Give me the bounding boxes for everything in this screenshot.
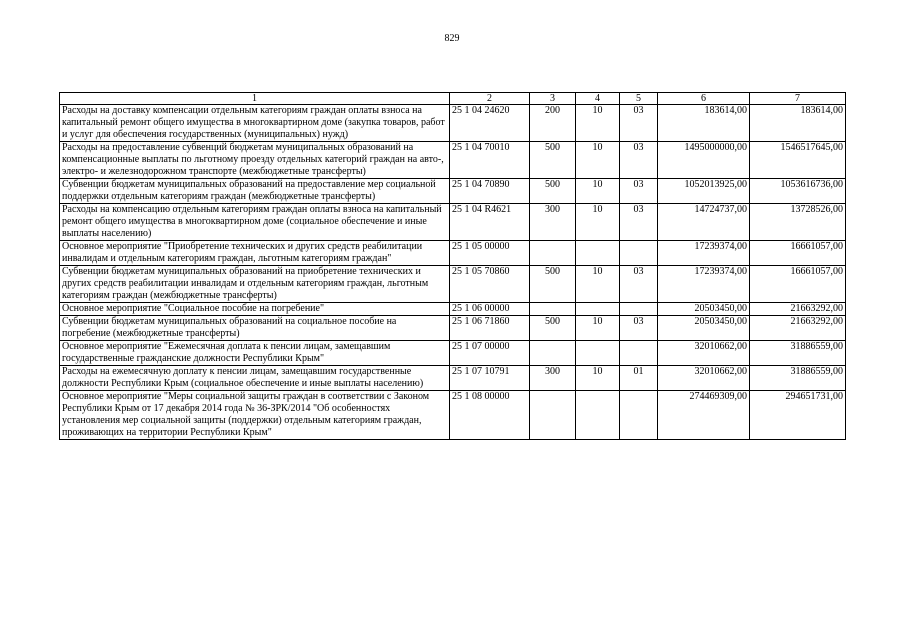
amount-year-1: 17239374,00: [658, 266, 750, 303]
expense-type-code: [530, 341, 576, 366]
row-description: Субвенции бюджетам муниципальных образований на приобретение технических и других средств реабилитации инвалидам и отдельным категориям граждан, льготным категориям граждан (межбюджетные трансферты): [60, 266, 450, 303]
amount-year-1: 20503450,00: [658, 316, 750, 341]
target-article-code: 25 1 07 10791: [450, 366, 530, 391]
subsection-code: [620, 303, 658, 316]
expense-type-code: 500: [530, 179, 576, 204]
amount-year-2: 21663292,00: [750, 303, 846, 316]
subsection-code: 03: [620, 204, 658, 241]
amount-year-1: 274469309,00: [658, 391, 750, 440]
target-article-code: 25 1 04 70010: [450, 142, 530, 179]
subsection-code: 03: [620, 105, 658, 142]
amount-year-1: 32010662,00: [658, 366, 750, 391]
row-description: Основное мероприятие "Социальное пособие на погребение": [60, 303, 450, 316]
table-row: [60, 105, 846, 142]
target-article-code: 25 1 04 24620: [450, 105, 530, 142]
section-code: 10: [576, 142, 620, 179]
expense-type-code: [530, 391, 576, 440]
page-number: 829: [444, 33, 460, 44]
table-row: [60, 341, 846, 366]
amount-year-2: 1053616736,00: [750, 179, 846, 204]
budget-table: [59, 92, 846, 440]
amount-year-2: 16661057,00: [750, 241, 846, 266]
column-header-row: [60, 93, 846, 105]
table-row: [60, 179, 846, 204]
expense-type-code: 300: [530, 366, 576, 391]
column-header: 2: [450, 93, 530, 105]
amount-year-1: 1495000000,00: [658, 142, 750, 179]
section-code: [576, 341, 620, 366]
column-header: 1: [60, 93, 450, 105]
amount-year-2: 13728526,00: [750, 204, 846, 241]
table-row: [60, 316, 846, 341]
amount-year-2: 183614,00: [750, 105, 846, 142]
target-article-code: 25 1 06 71860: [450, 316, 530, 341]
table-row: [60, 142, 846, 179]
section-code: 10: [576, 316, 620, 341]
table-row: [60, 241, 846, 266]
row-description: Основное мероприятие "Ежемесячная доплата к пенсии лицам, замещавшим государственные гражданские должности Республики Крым": [60, 341, 450, 366]
row-description: Основное мероприятие "Приобретение технических и других средств реабилитации инвалидам и отдельным категориям граждан, льготным категориям граждан": [60, 241, 450, 266]
column-header: 7: [750, 93, 846, 105]
subsection-code: [620, 241, 658, 266]
expense-type-code: [530, 241, 576, 266]
table-row: [60, 366, 846, 391]
expense-type-code: 300: [530, 204, 576, 241]
subsection-code: 01: [620, 366, 658, 391]
amount-year-1: 14724737,00: [658, 204, 750, 241]
section-code: 10: [576, 179, 620, 204]
column-header: 3: [530, 93, 576, 105]
section-code: 10: [576, 204, 620, 241]
section-code: [576, 391, 620, 440]
row-description: Субвенции бюджетам муниципальных образований на социальное пособие на погребение (межбюджетные трансферты): [60, 316, 450, 341]
subsection-code: 03: [620, 266, 658, 303]
subsection-code: [620, 391, 658, 440]
subsection-code: 03: [620, 316, 658, 341]
row-description: Основное мероприятие "Меры социальной защиты граждан в соответствии с Законом Республики Крым от 17 декабря 2014 года № 36-ЗРК/2014 "Об особенностях установления мер социальной защиты (поддержки) отдельным категориям граждан, проживающих на территории Республики Крым": [60, 391, 450, 440]
subsection-code: 03: [620, 142, 658, 179]
amount-year-2: 31886559,00: [750, 366, 846, 391]
section-code: [576, 303, 620, 316]
expense-type-code: 500: [530, 142, 576, 179]
amount-year-1: 1052013925,00: [658, 179, 750, 204]
column-header: 5: [620, 93, 658, 105]
table-row: [60, 303, 846, 316]
target-article-code: 25 1 04 70890: [450, 179, 530, 204]
amount-year-1: 183614,00: [658, 105, 750, 142]
expense-type-code: [530, 303, 576, 316]
expense-type-code: 500: [530, 266, 576, 303]
amount-year-2: 21663292,00: [750, 316, 846, 341]
target-article-code: 25 1 04 R4621: [450, 204, 530, 241]
amount-year-2: 16661057,00: [750, 266, 846, 303]
amount-year-2: 1546517645,00: [750, 142, 846, 179]
target-article-code: 25 1 05 00000: [450, 241, 530, 266]
amount-year-2: 31886559,00: [750, 341, 846, 366]
column-header: 6: [658, 93, 750, 105]
table-row: [60, 204, 846, 241]
target-article-code: 25 1 05 70860: [450, 266, 530, 303]
target-article-code: 25 1 06 00000: [450, 303, 530, 316]
amount-year-1: 20503450,00: [658, 303, 750, 316]
row-description: Субвенции бюджетам муниципальных образований на предоставление мер социальной поддержки отдельным категориям граждан (межбюджетные трансферты): [60, 179, 450, 204]
expense-type-code: 200: [530, 105, 576, 142]
expense-type-code: 500: [530, 316, 576, 341]
subsection-code: 03: [620, 179, 658, 204]
table-row: [60, 391, 846, 440]
row-description: Расходы на ежемесячную доплату к пенсии лицам, замещавшим государственные должности Республики Крым (социальное обеспечение и иные выплаты населению): [60, 366, 450, 391]
amount-year-2: 294651731,00: [750, 391, 846, 440]
amount-year-1: 17239374,00: [658, 241, 750, 266]
row-description: Расходы на доставку компенсации отдельным категориям граждан оплаты взноса на капитальный ремонт общего имущества в многоквартирном доме (закупка товаров, работ и услуг для обеспечения государственных (муниципальных) нужд): [60, 105, 450, 142]
subsection-code: [620, 341, 658, 366]
section-code: 10: [576, 266, 620, 303]
section-code: 10: [576, 105, 620, 142]
target-article-code: 25 1 07 00000: [450, 341, 530, 366]
target-article-code: 25 1 08 00000: [450, 391, 530, 440]
column-header: 4: [576, 93, 620, 105]
row-description: Расходы на компенсацию отдельным категориям граждан оплаты взноса на капитальный ремонт общего имущества в многоквартирном доме (социальное обеспечение и иные выплаты населению): [60, 204, 450, 241]
table-row: [60, 266, 846, 303]
section-code: 10: [576, 366, 620, 391]
row-description: Расходы на предоставление субвенций бюджетам муниципальных образований на компенсационные выплаты по льготному проезду отдельных категорий граждан на авто-, электро- и железнодорожном транспорте (межбюджетные трансферты): [60, 142, 450, 179]
amount-year-1: 32010662,00: [658, 341, 750, 366]
section-code: [576, 241, 620, 266]
